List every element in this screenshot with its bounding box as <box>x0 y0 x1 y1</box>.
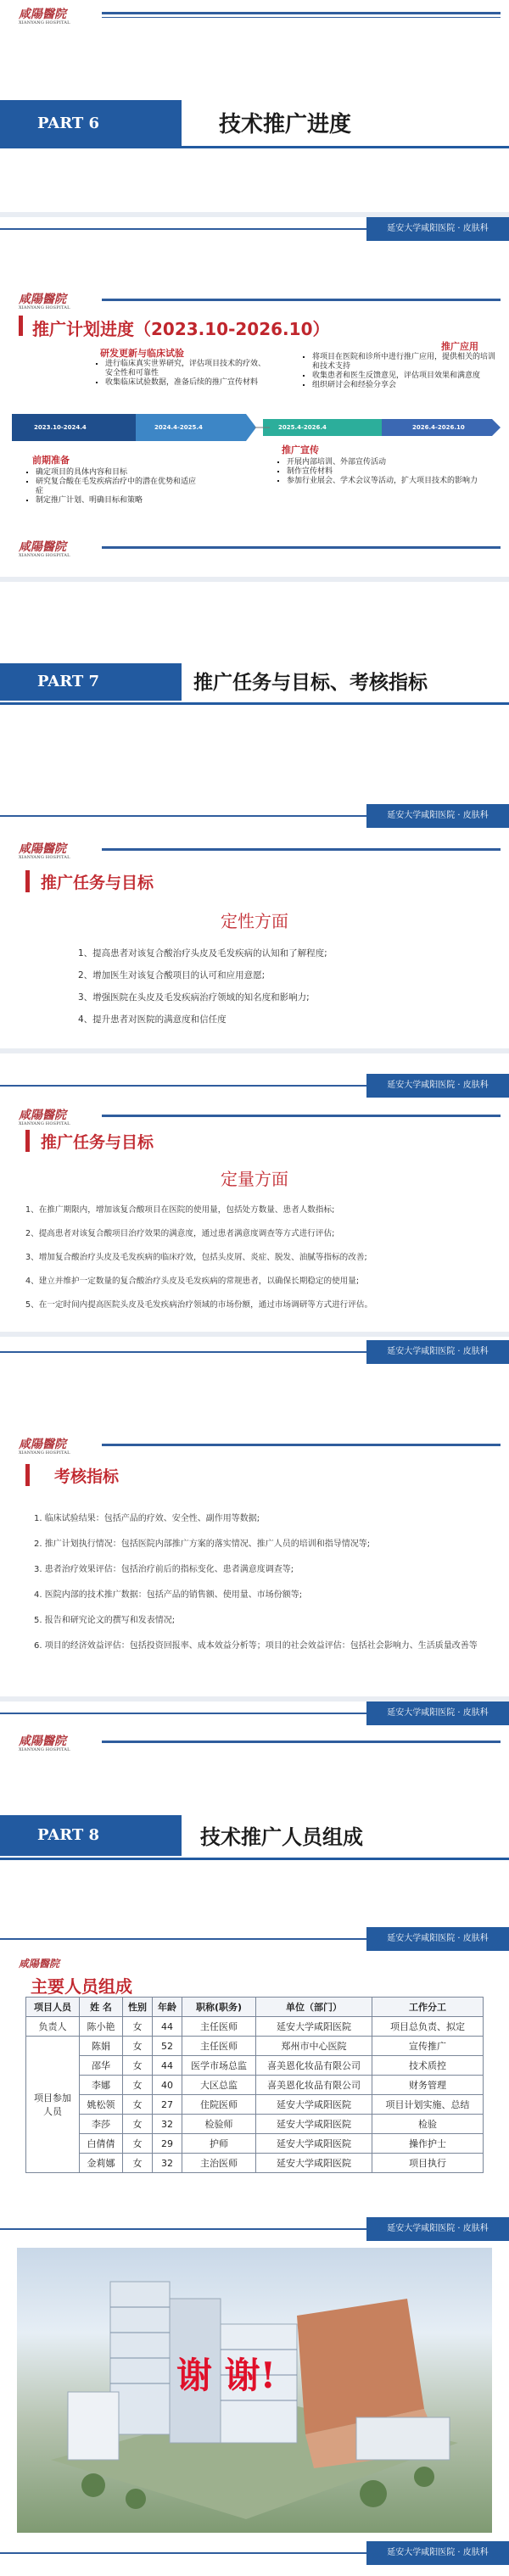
part6-slide <box>0 0 509 212</box>
hospital-logo: 咸陽醫院 XIANYANG HOSPITAL <box>19 842 70 860</box>
col-duty: 工作分工 <box>372 1998 484 2017</box>
list-item: 1、在推广期限内，增加该复合酸项目在医院的使用量，包括处方数量、患者人数指标; <box>25 1205 335 1215</box>
part6-rule <box>0 146 509 148</box>
top-rule <box>102 12 501 14</box>
cell: 李莎 <box>80 2115 123 2134</box>
milestone-4: 2026.4-2026.10 <box>412 424 465 431</box>
list-item: 6. 项目的经济效益评估：包括投资回报率、成本效益分析等；项目的社会效益评估：包括社会影响力、生活质量改善等 <box>34 1641 478 1651</box>
list-item: 4、建立并维护一定数量的复合酸治疗头皮及毛发疾病的常规患者，以确保长期稳定的使用量; <box>25 1277 360 1286</box>
title-marker <box>25 870 30 892</box>
list-item: 3、增强医院在头皮及毛发疾病治疗领域的知名度和影响力; <box>78 992 310 1003</box>
cell: 女 <box>123 2095 153 2115</box>
hospital-logo: 咸陽醫院 <box>19 1958 60 1970</box>
part7-label: PART 7 <box>0 663 182 701</box>
cell: 项目计划实施、总结 <box>372 2095 484 2115</box>
milestone-2: 2024.4-2025.4 <box>154 424 203 431</box>
list-item: ▪ 收集患者和医生反馈意见，评估项目效果和满意度 <box>312 372 499 381</box>
list-item: 2、提高患者对该复合酸项目治疗效果的满意度，通过患者满意度调查等方式进行评估; <box>25 1229 335 1238</box>
staff-table <box>25 1997 484 2173</box>
cell: 项目执行 <box>372 2154 484 2173</box>
cell: 40 <box>153 2076 182 2095</box>
list-item: 3. 患者治疗效果评估：包括治疗前后的指标变化、患者满意度调查等; <box>34 1565 294 1574</box>
cell: 检验 <box>372 2115 484 2134</box>
hospital-logo: 咸陽醫院 XIANYANG HOSPITAL <box>19 540 70 558</box>
cell: 姚松领 <box>80 2095 123 2115</box>
cell: 延安大学咸阳医院 <box>256 2115 372 2134</box>
title-marker <box>25 1130 30 1152</box>
slide-footer <box>0 1927 509 1951</box>
part7-slide <box>0 582 509 836</box>
cell: 李娜 <box>80 2076 123 2095</box>
top-rule <box>102 1115 501 1117</box>
list-item: 2. 推广计划执行情况：包括医院内部推广方案的落实情况、推广人员的培训和指导情况等; <box>34 1539 371 1549</box>
cell: 郑州市中心医院 <box>256 2037 372 2056</box>
table-row <box>26 2154 484 2173</box>
list-item: 4. 医院内部的技术推广数据：包括产品的销售额、使用量、市场份额等; <box>34 1590 303 1600</box>
phase-promo-list <box>277 458 499 486</box>
col-age: 年龄 <box>153 1998 182 2017</box>
phase-rd-list <box>95 360 271 388</box>
progress-slide <box>0 217 509 577</box>
part8-rule <box>0 1858 509 1860</box>
cell: 陈小艳 <box>80 2017 123 2037</box>
milestone-1: 2023.10-2024.4 <box>34 424 87 431</box>
phase-promo-title: 推广宣传 <box>282 444 319 455</box>
cell: 女 <box>123 2115 153 2134</box>
table-row <box>26 2056 484 2076</box>
milestone-3: 2025.4-2026.4 <box>278 424 327 431</box>
cell: 女 <box>123 2134 153 2154</box>
cell: 延安大学咸阳医院 <box>256 2017 372 2037</box>
cell: 大区总监 <box>182 2076 256 2095</box>
part7-title: 推广任务与目标、考核指标 <box>193 672 428 694</box>
list-item: ▪ 确定项目的具体内容和目标 <box>36 468 200 478</box>
cell: 医学市场总监 <box>182 2056 256 2076</box>
list-item: ▪ 制作宣传材料 <box>287 467 499 477</box>
top-rule <box>102 1444 501 1446</box>
cell: 白倩倩 <box>80 2134 123 2154</box>
cell: 主任医师 <box>182 2037 256 2056</box>
list-item: 5. 报告和研究论文的撰写和发表情况; <box>34 1616 176 1625</box>
cell: 主治医师 <box>182 2154 256 2173</box>
part7-rule <box>0 702 509 705</box>
cell: 财务管理 <box>372 2076 484 2095</box>
thanks-text: 谢 谢! <box>176 2355 277 2396</box>
list-item: 3、增加复合酸治疗头皮及毛发疾病的临床疗效，包括头皮屑、炎症、脱发、油腻等指标的改善; <box>25 1253 367 1262</box>
footer-label: 延安大学咸阳医院 · 皮肤科 <box>366 217 509 241</box>
list-item: ▪ 将项目在医院和诊所中进行推广应用，提供相关的培训和技术支持 <box>312 353 499 372</box>
part6-label: PART 6 <box>0 100 182 148</box>
footer-label: 延安大学咸阳医院 · 皮肤科 <box>366 804 509 828</box>
footer-label: 延安大学咸阳医院 · 皮肤科 <box>366 2541 509 2565</box>
cell: 金莉娜 <box>80 2154 123 2173</box>
footer-label: 延安大学咸阳医院 · 皮肤科 <box>366 1702 509 1725</box>
col-role: 项目人员 <box>26 1998 80 2017</box>
footer-label: 延安大学咸阳医院 · 皮肤科 <box>366 2217 509 2241</box>
role-cell: 负责人 <box>26 2017 80 2037</box>
cell: 32 <box>153 2154 182 2173</box>
hospital-logo: 咸陽醫院 XIANYANG HOSPITAL <box>19 1109 70 1126</box>
title-marker <box>19 316 23 336</box>
top-rule <box>102 546 501 549</box>
cell: 邵华 <box>80 2056 123 2076</box>
cell: 29 <box>153 2134 182 2154</box>
hospital-logo: 咸陽醫院 XIANYANG HOSPITAL <box>19 8 70 25</box>
cell: 宣传推广 <box>372 2037 484 2056</box>
list-item: ▪ 组织研讨会和经验分享会 <box>312 381 499 390</box>
quant-subtitle: 定量方面 <box>221 1169 288 1189</box>
cell: 女 <box>123 2056 153 2076</box>
cell: 女 <box>123 2154 153 2173</box>
cell: 延安大学咸阳医院 <box>256 2134 372 2154</box>
quantitative-slide <box>0 1053 509 1332</box>
qual-subtitle: 定性方面 <box>221 911 288 931</box>
col-gender: 性别 <box>123 1998 153 2017</box>
top-rule <box>102 299 501 301</box>
list-item: ▪ 制定推广计划、明确目标和策略 <box>36 496 200 506</box>
cell: 52 <box>153 2037 182 2056</box>
part8-label: PART 8 <box>0 1815 182 1856</box>
hospital-logo: 咸陽醫院 XIANYANG HOSPITAL <box>19 1438 70 1456</box>
slide-footer <box>0 2541 509 2565</box>
phase-prep-title: 前期准备 <box>32 455 70 466</box>
phase-apply-list <box>302 353 499 390</box>
slide-footer <box>0 804 509 828</box>
slide-footer <box>0 2217 509 2241</box>
cell: 44 <box>153 2056 182 2076</box>
cell: 喜美恩化妆品有限公司 <box>256 2076 372 2095</box>
slide-footer <box>0 1702 509 1725</box>
list-item: 1. 临床试验结果：包括产品的疗效、安全性、副作用等数据; <box>34 1514 260 1523</box>
hospital-logo: 咸陽醫院 XIANYANG HOSPITAL <box>19 1735 70 1752</box>
cell: 喜美恩化妆品有限公司 <box>256 2056 372 2076</box>
list-item: 5、在一定时间内提高医院头皮及毛发疾病治疗领域的市场份额，通过市场调研等方式进行评估。 <box>25 1300 373 1310</box>
staff-slide <box>0 1925 509 2243</box>
table-row <box>26 2076 484 2095</box>
footer-label: 延安大学咸阳医院 · 皮肤科 <box>366 1074 509 1098</box>
cell: 技术质控 <box>372 2056 484 2076</box>
table-row <box>26 2017 484 2037</box>
table-header-row <box>26 1998 484 2017</box>
cell: 女 <box>123 2017 153 2037</box>
footer-label: 延安大学咸阳医院 · 皮肤科 <box>366 1927 509 1951</box>
kpi-list <box>34 1510 495 1665</box>
cell: 44 <box>153 2017 182 2037</box>
cell: 延安大学咸阳医院 <box>256 2095 372 2115</box>
part6-title: 技术推广进度 <box>219 112 352 137</box>
top-rule <box>102 1741 501 1743</box>
slide-footer <box>0 1340 509 1364</box>
list-item: 1、提高患者对该复合酸治疗头皮及毛发疾病的认知和了解程度; <box>78 948 327 958</box>
cell: 住院医师 <box>182 2095 256 2115</box>
quant-title: 推广任务与目标 <box>41 1133 154 1152</box>
cell: 检验师 <box>182 2115 256 2134</box>
cell: 女 <box>123 2037 153 2056</box>
phase-rd-title: 研发更新与临床试验 <box>100 348 184 359</box>
col-name: 姓 名 <box>80 1998 123 2017</box>
col-unit: 单位（部门） <box>256 1998 372 2017</box>
phase-prep-list <box>25 468 200 506</box>
top-rule <box>102 848 501 851</box>
cell: 主任医师 <box>182 2017 256 2037</box>
quant-list <box>25 1203 501 1319</box>
role-cell: 项目参加人员 <box>26 2037 80 2173</box>
list-item: ▪ 开展内部培训、外部宣传活动 <box>287 458 499 467</box>
slide-footer <box>0 217 509 241</box>
qual-list <box>78 947 327 1035</box>
cell: 32 <box>153 2115 182 2134</box>
cell: 延安大学咸阳医院 <box>256 2154 372 2173</box>
list-item: ▪ 研究复合酸在毛发疾病治疗中的潜在优势和适应症 <box>36 478 200 496</box>
top-rule-thin <box>102 17 501 18</box>
qual-title: 推广任务与目标 <box>41 874 154 892</box>
part8-title: 技术推广人员组成 <box>200 1825 363 1849</box>
hospital-logo: 咸陽醫院 XIANYANG HOSPITAL <box>19 293 70 310</box>
cell: 27 <box>153 2095 182 2115</box>
slide-footer <box>0 1074 509 1098</box>
col-title: 职称(职务) <box>182 1998 256 2017</box>
part8-slide <box>0 1702 509 1925</box>
cell: 项目总负责、拟定 <box>372 2017 484 2037</box>
thanks-slide <box>0 2243 509 2576</box>
table-row <box>26 2037 484 2056</box>
qualitative-slide <box>0 836 509 1048</box>
list-item: 4、提升患者对医院的满意度和信任度 <box>78 1014 227 1025</box>
cell: 女 <box>123 2076 153 2095</box>
kpi-title: 考核指标 <box>54 1467 120 1486</box>
cell: 陈娟 <box>80 2037 123 2056</box>
table-row <box>26 2134 484 2154</box>
list-item: ▪ 收集临床试验数据，准备后续的推广宣传材料 <box>105 378 271 388</box>
staff-title: 主要人员组成 <box>31 1976 132 1997</box>
title-marker <box>25 1464 30 1486</box>
list-item: ▪ 进行临床真实世界研究，评估项目技术的疗效、安全性和可靠性 <box>105 360 271 378</box>
list-item: ▪ 参加行业展会、学术会议等活动，扩大项目技术的影响力 <box>287 477 499 486</box>
cell: 护师 <box>182 2134 256 2154</box>
table-row <box>26 2115 484 2134</box>
hospital-photo <box>17 2248 492 2533</box>
phase-apply-title: 推广应用 <box>441 341 478 352</box>
table-row <box>26 2095 484 2115</box>
list-item: 2、增加医生对该复合酸项目的认可和应用意愿; <box>78 970 266 981</box>
progress-title: 推广计划进度（2023.10-2026.10） <box>32 319 330 339</box>
footer-label: 延安大学咸阳医院 · 皮肤科 <box>366 1340 509 1364</box>
cell: 操作护士 <box>372 2134 484 2154</box>
kpi-slide <box>0 1337 509 1696</box>
